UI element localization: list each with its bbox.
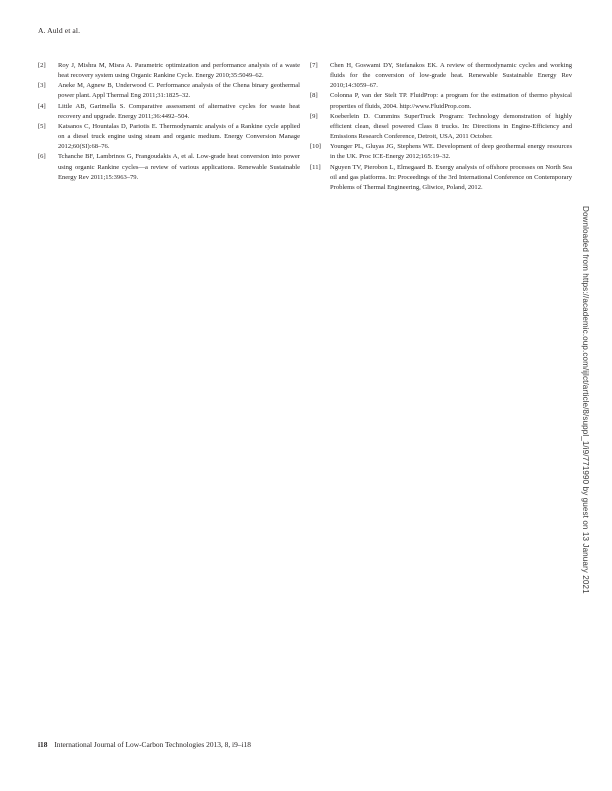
reference-number: [6]	[38, 153, 46, 161]
reference-text: Roy J, Mishra M, Misra A. Parametric optimization and performance analysis of a waste heat recovery system using Organic Rankine Cycle. Energy 2010;35:5049–62.	[58, 62, 300, 80]
reference-number: [7]	[310, 62, 318, 69]
reference-number: [10]	[310, 143, 321, 151]
reference-text: Tchanche BF, Lambrinos G, Frangoudakis A, et al. Low-grade heat conversion into power using organic Rankine cycles—a review of various applications. Renewable Sustainable Energy Rev 2011;15:3963–79.	[58, 153, 300, 181]
reference-item	[38, 81, 300, 101]
reference-number: [2]	[38, 62, 46, 69]
reference-item	[38, 152, 300, 182]
reference-number: [8]	[310, 92, 318, 100]
reference-item	[38, 61, 300, 81]
journal-citation: International Journal of Low-Carbon Technologies 2013, 8, i9–i18	[54, 740, 251, 749]
reference-number: [11]	[310, 163, 321, 171]
download-watermark: Downloaded from https://academic.oup.com/ijlct/article/8/suppl_1/i9/771990 by guest on 13 January 2021	[581, 206, 590, 594]
reference-item	[310, 112, 572, 142]
reference-item	[38, 122, 300, 152]
reference-text: Nguyen TV, Pierobon L, Elmegaard B. Exergy analysis of offshore processes on North Sea oil and gas platforms. In: Proceedings of the 3rd International Conference on Contemporary Problems of Thermal Engineering, Gliwice, Poland, 2012.	[330, 163, 572, 191]
reference-number: [4]	[38, 102, 46, 110]
page-footer	[38, 740, 251, 749]
reference-item	[310, 163, 572, 193]
reference-text: Chen H, Goswami DY, Stefanakos EK. A review of thermodynamic cycles and working fluids for the conversion of low-grade heat. Renewable Sustainable Energy Rev 2010;14:3059–67.	[330, 62, 572, 90]
reference-text: Younger PL, Gluyas JG, Stephens WE. Development of deep geothermal energy resources in the UK. Proc ICE-Energy 2012;165:19–32.	[330, 143, 572, 161]
reference-item	[310, 142, 572, 162]
references-right-column	[310, 61, 572, 193]
reference-text: Koeberlein D. Cummins SuperTruck Program: Technology demonstration of highly efficient clean, diesel powered Class 8 trucks. In: Directions in Engine-Efficiency and Emissions Research Conference, Detroit, USA, 2011 October.	[330, 112, 572, 141]
reference-number: [9]	[310, 112, 318, 120]
reference-item	[310, 61, 572, 91]
reference-item	[38, 102, 300, 122]
reference-text: Little AB, Garimella S. Comparative assessment of alternative cycles for waste heat recovery and upgrade. Energy 2011;36:4492–504.	[58, 102, 300, 120]
reference-text: Colonna P, van der Stelt TP. FluidProp: a program for the estimation of thermo physical properties of fluids, 2004. http://www.FluidProp.com.	[330, 92, 572, 110]
reference-text: Katsanos C, Hountalas D, Pariotis E. Thermodynamic analysis of a Rankine cycle applied on a diesel truck engine using steam and organic medium. Energy Conversion Manage 2012;60(SI):68–76.	[58, 122, 300, 151]
references-left-column	[38, 61, 300, 183]
running-head: A. Auld et al.	[38, 26, 81, 35]
reference-text: Aneke M, Agnew B, Underwood C. Performance analysis of the Chena binary geothermal power plant. Appl Thermal Eng 2011;31:1825–32.	[58, 82, 300, 100]
reference-number: [5]	[38, 122, 46, 130]
reference-item	[310, 91, 572, 111]
page-number: i18	[38, 740, 48, 749]
reference-number: [3]	[38, 82, 46, 90]
